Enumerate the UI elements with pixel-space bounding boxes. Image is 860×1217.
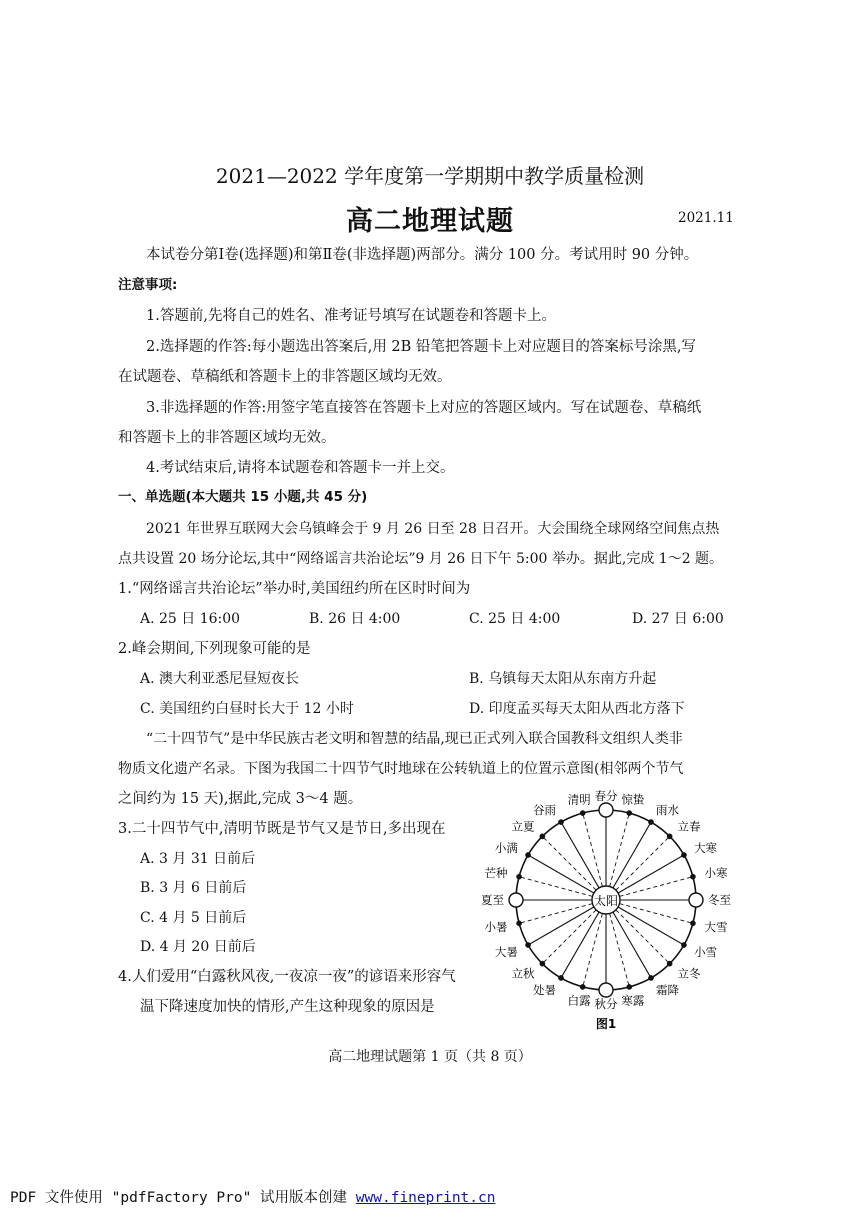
- intro-text: 本试卷分第Ⅰ卷(选择题)和第Ⅱ卷(非选择题)两部分。满分 100 分。考试用时 90 分钟。: [146, 247, 699, 263]
- sun-label: 太阳: [593, 894, 619, 908]
- earth-position-dot: [516, 921, 521, 926]
- solar-term-label: 大雪: [704, 919, 728, 934]
- earth-position-dot: [599, 803, 613, 817]
- passage1-line1: 2021 年世界互联网大会乌镇峰会于 9 月 26 日至 28 日召开。大会围绕全球网络空间焦点热: [146, 521, 720, 537]
- notice-item-1: 1.答题前,先将自己的姓名、准考证号填写在试题卷和答题卡上。: [146, 308, 556, 324]
- solar-term-label: 清明: [567, 792, 591, 807]
- solar-term-label: 立春: [677, 819, 701, 834]
- solar-term-label: 小暑: [484, 919, 508, 934]
- solar-term-label: 小满: [494, 841, 518, 855]
- earth-position-dot: [690, 921, 695, 926]
- earth-position-dot: [599, 983, 613, 997]
- solar-term-label: 霜降: [656, 983, 679, 998]
- q4-stem-line1: 4.人们爱用“白露秋风夜,一夜凉一夜”的谚语来形容气: [118, 969, 456, 985]
- section-heading: 一、单选题(本大题共 15 小题,共 45 分): [118, 489, 368, 505]
- solar-term-label: 立夏: [511, 819, 535, 834]
- q2-option-c: C. 美国纽约白昼时长大于 12 小时: [140, 701, 354, 717]
- earth-position-dot: [580, 984, 585, 989]
- earth-position-dot: [509, 893, 523, 907]
- q4-stem-line2: 温下降速度加快的情形,产生这种现象的原因是: [140, 999, 435, 1015]
- solar-term-label: 小雪: [694, 945, 718, 959]
- solar-term-label: 芒种: [484, 866, 508, 881]
- earth-position-dot: [689, 893, 703, 907]
- solar-term-label: 谷雨: [533, 802, 556, 817]
- q1-option-b: B. 26 日 4:00: [309, 611, 401, 627]
- solar-term-label: 白露: [567, 993, 591, 1008]
- passage2-line2: 物质文化遗产名录。下图为我国二十四节气时地球在公转轨道上的位置示意图(相邻两个节气: [118, 761, 684, 777]
- q1-option-a: A. 25 日 16:00: [140, 611, 241, 627]
- notice-item-2a: 2.选择题的作答:每小题选出答案后,用 2B 铅笔把答题卡上对应题目的答案标号涂黑,写: [146, 339, 697, 355]
- solar-term-label: 立秋: [511, 966, 535, 981]
- fineprint-link[interactable]: www.fineprint.cn: [355, 1190, 496, 1206]
- q3-option-b: B. 3 月 6 日前后: [140, 880, 247, 896]
- q3-stem: 3.二十四节气中,清明节既是节气又是节日,多出现在: [118, 821, 446, 837]
- solar-term-label: 大寒: [694, 841, 718, 855]
- notice-item-4: 4.考试结束后,请将本试题卷和答题卡一并上交。: [146, 460, 455, 476]
- notice-item-2b: 在试题卷、草稿纸和答题卡上的非答题区域均无效。: [118, 369, 452, 385]
- notice-item-3a: 3.非选择题的作答:用签字笔直接答在答题卡上对应的答题区域内。写在试题卷、草稿纸: [146, 400, 702, 416]
- page-footer: 高二地理试题第 1 页（共 8 页）: [328, 1049, 532, 1065]
- earth-position-dot: [525, 852, 530, 857]
- earth-position-dot: [681, 852, 686, 857]
- passage2-line3: 之间约为 15 天),据此,完成 3～4 题。: [118, 791, 363, 807]
- solar-term-label: 小寒: [704, 866, 728, 881]
- q2-option-d: D. 印度孟买每天太阳从西北方落下: [469, 701, 685, 717]
- notice-heading: 注意事项:: [118, 277, 178, 293]
- solar-term-label: 雨水: [656, 802, 679, 817]
- passage2-line1: “二十四节气”是中华民族古老文明和智慧的结晶,现已正式列入联合国教科文组织人类非: [146, 731, 683, 747]
- passage1-line2: 点共设置 20 场分论坛,其中“网络谣言共治论坛”9 月 26 日下午 5:00 举办。据此,完成 1～2 题。: [118, 551, 724, 567]
- earth-position-dot: [648, 819, 653, 824]
- earth-position-dot: [627, 984, 632, 989]
- exam-date: 2021.11: [678, 210, 734, 226]
- q3-option-d: D. 4 月 20 日前后: [140, 939, 256, 955]
- solar-term-label: 立冬: [677, 966, 701, 981]
- q1-stem: 1.“网络谣言共治论坛”举办时,美国纽约所在区时时间为: [118, 581, 471, 597]
- earth-position-dot: [540, 961, 545, 966]
- q2-stem: 2.峰会期间,下列现象可能的是: [118, 641, 311, 657]
- earth-position-dot: [627, 810, 632, 815]
- pdf-banner-text: PDF 文件使用 "pdfFactory Pro" 试用版本创建: [10, 1190, 356, 1206]
- solar-term-label: 冬至: [708, 893, 731, 907]
- q3-option-a: A. 3 月 31 日前后: [140, 851, 256, 867]
- notice-item-3b: 和答题卡上的非答题区域均无效。: [118, 430, 336, 446]
- pdf-banner: [10, 1186, 495, 1207]
- solar-term-label: 寒露: [621, 993, 645, 1008]
- solar-terms-orbit-diagram: [478, 790, 738, 1040]
- solar-term-label: 夏至: [481, 893, 504, 907]
- earth-position-dot: [690, 874, 695, 879]
- subject-title: 高二地理试题: [346, 206, 514, 237]
- q1-option-d: D. 27 日 6:00: [632, 611, 724, 627]
- earth-position-dot: [558, 975, 563, 980]
- earth-position-dot: [525, 942, 530, 947]
- q1-option-c: C. 25 日 4:00: [469, 611, 561, 627]
- q3-option-c: C. 4 月 5 日前后: [140, 910, 247, 926]
- earth-position-dot: [580, 810, 585, 815]
- earth-position-dot: [681, 942, 686, 947]
- solar-term-label: 春分: [594, 790, 618, 803]
- q2-option-b: B. 乌镇每天太阳从东南方升起: [469, 671, 657, 687]
- exam-title: 2021—2022 学年度第一学期期中教学质量检测: [215, 164, 645, 188]
- solar-term-label: 秋分: [594, 997, 618, 1011]
- earth-position-dot: [516, 874, 521, 879]
- earth-position-dot: [667, 961, 672, 966]
- solar-term-label: 大暑: [494, 945, 518, 959]
- solar-term-label: 处暑: [533, 983, 556, 998]
- q2-option-a: A. 澳大利亚悉尼昼短夜长: [140, 671, 300, 687]
- earth-position-dot: [667, 834, 672, 839]
- earth-position-dot: [648, 975, 653, 980]
- solar-term-label: 惊蛰: [621, 792, 645, 807]
- earth-position-dot: [558, 819, 563, 824]
- earth-position-dot: [540, 834, 545, 839]
- figure-caption: 图1: [595, 1017, 617, 1031]
